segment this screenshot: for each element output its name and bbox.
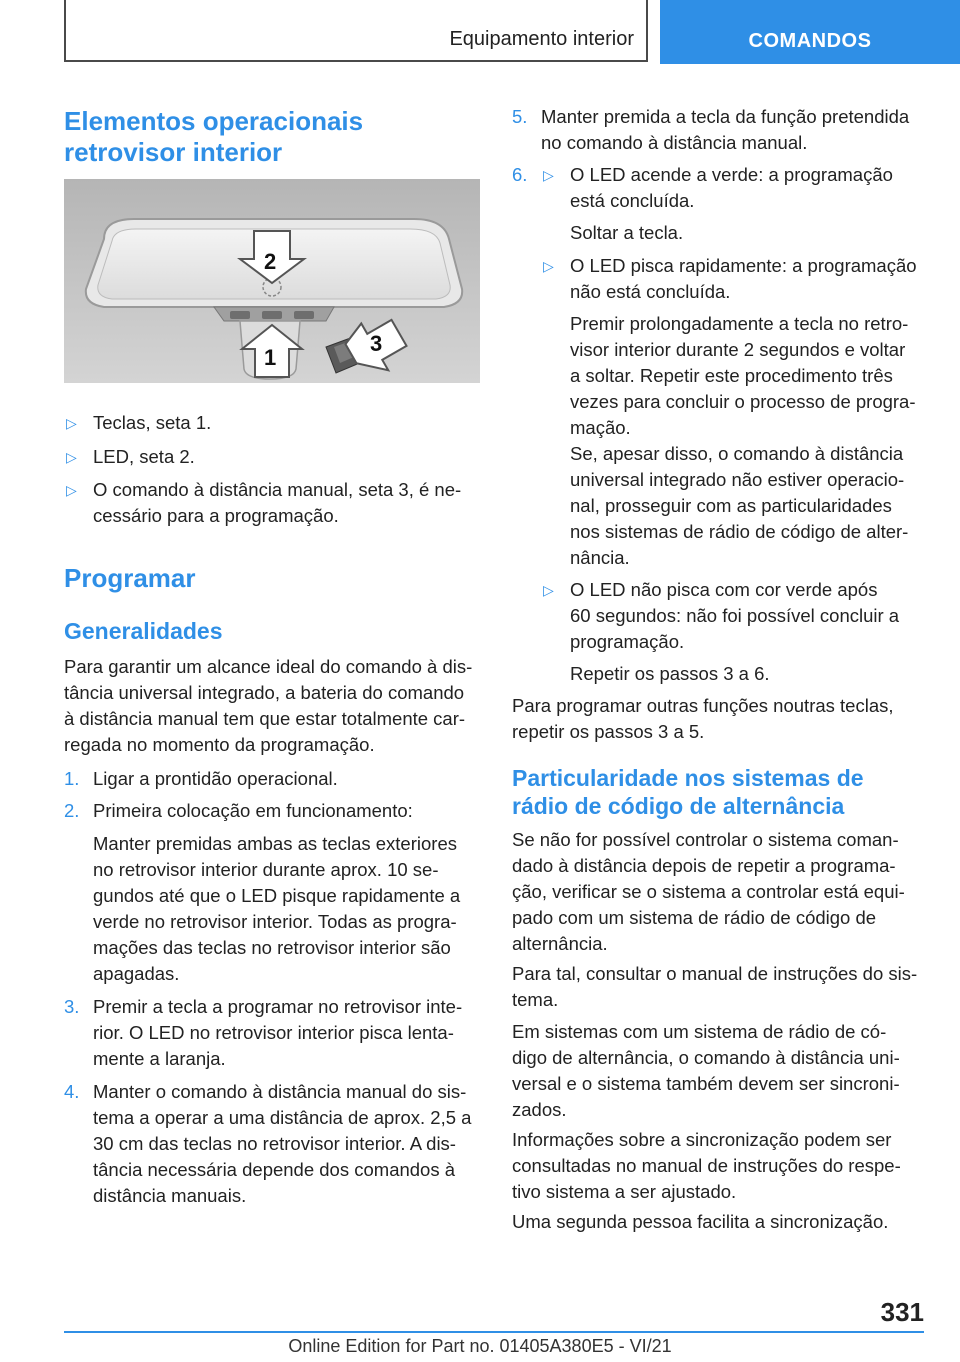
step-text: vezes para concluir o processo de progra- <box>570 391 916 412</box>
bullet-text: Teclas, seta 1. <box>93 412 212 433</box>
step-text: no retrovisor interior durante aprox. 10 se- <box>93 859 439 880</box>
section-title-line: retrovisor interior <box>64 137 283 167</box>
step-text: gundos até que o LED pisque rapidamente a <box>93 885 461 906</box>
header-chapter-box <box>660 0 960 64</box>
header-section-title: Equipamento interior <box>449 28 634 50</box>
step-text: Ligar a prontidão operacional. <box>93 768 338 789</box>
step-text: tância necessária depende dos comandos à <box>93 1159 456 1180</box>
body-text: alternância. <box>512 933 608 954</box>
step-text: tema a operar a uma distância de aprox. 2,5 a <box>93 1107 472 1128</box>
bullet-arrow-icon: ▷ <box>66 482 77 498</box>
bullet-arrow-icon: ▷ <box>66 449 77 465</box>
body-text: tema. <box>512 989 559 1010</box>
step-text: mações das teclas no retrovisor interior são <box>93 937 451 958</box>
step-text: 30 cm das teclas no retrovisor interior. A dis- <box>93 1133 456 1154</box>
step-text: verde no retrovisor interior. Todas as progra- <box>93 911 457 932</box>
figure-label-2: 2 <box>264 249 277 274</box>
step-text: mação. <box>570 417 631 438</box>
body-text: ção, verificar se o sistema a controlar está equi- <box>512 881 905 902</box>
header-section-box <box>64 0 648 62</box>
body-text: Para programar outras funções noutras teclas, <box>512 695 894 716</box>
step-text: não está concluída. <box>570 281 731 302</box>
step-text: a soltar. Repetir este procedimento três <box>570 365 893 386</box>
bullet-arrow-icon: ▷ <box>543 167 554 183</box>
body-text: zados. <box>512 1099 567 1120</box>
step-text: mente a laranja. <box>93 1048 226 1069</box>
body-text: Para tal, consultar o manual de instruções do sis- <box>512 963 918 984</box>
generalidades-line: Para garantir um alcance ideal do comando à dis- <box>64 656 473 677</box>
step-text: 60 segundos: não foi possível concluir a <box>570 605 900 626</box>
body-text: versal e o sistema também devem ser sincroni- <box>512 1073 900 1094</box>
heading-line: Particularidade nos sistemas de <box>512 765 864 791</box>
body-text: Informações sobre a sincronização podem ser <box>512 1129 892 1150</box>
programar-heading: Programar <box>64 563 196 593</box>
footer-rule <box>64 1331 924 1333</box>
body-text: dado à distância depois de repetir a programa- <box>512 855 896 876</box>
step-text: O LED acende a verde: a programação <box>570 164 893 185</box>
step-number: 2. <box>64 800 80 821</box>
bullet-text: LED, seta 2. <box>93 446 195 467</box>
step-text: Repetir os passos 3 a 6. <box>570 663 770 684</box>
step-text: rior. O LED no retrovisor interior pisca lenta- <box>93 1022 454 1043</box>
bullet-arrow-icon: ▷ <box>543 582 554 598</box>
bullet-text: O comando à distância manual, seta 3, é ne- <box>93 479 462 500</box>
bullet-text: cessário para a programação. <box>93 505 339 526</box>
step-text: nal, prosseguir com as particularidades <box>570 495 892 516</box>
particularidade-heading <box>512 764 864 820</box>
body-text: digo de alternância, o comando à distância uni- <box>512 1047 900 1068</box>
step-text: Manter premidas ambas as teclas exteriores <box>93 833 457 854</box>
generalidades-line: à distância manual tem que estar totalmente car- <box>64 708 466 729</box>
body-text: repetir os passos 3 a 5. <box>512 721 705 742</box>
step-text: Premir a tecla a programar no retrovisor inte- <box>93 996 463 1017</box>
step-text: distância manuais. <box>93 1185 247 1206</box>
generalidades-line: tância universal integrado, a bateria do comando <box>64 682 465 703</box>
section-title <box>64 106 363 168</box>
body-text: Em sistemas com um sistema de rádio de có- <box>512 1021 887 1042</box>
body-text: Uma segunda pessoa facilita a sincronização. <box>512 1211 889 1232</box>
heading-line: rádio de código de alternância <box>512 793 845 819</box>
figure-label-1: 1 <box>264 345 277 370</box>
body-text: consultadas no manual de instruções do respe- <box>512 1155 901 1176</box>
step-number: 5. <box>512 106 528 127</box>
step-number: 6. <box>512 164 528 185</box>
footer-edition: Online Edition for Part no. 01405A380E5 - VI/21 <box>288 1336 672 1356</box>
step-text: apagadas. <box>93 963 180 984</box>
figure-label-3: 3 <box>370 331 383 356</box>
step-text: O LED não pisca com cor verde após <box>570 579 878 600</box>
step-text: visor interior durante 2 segundos e voltar <box>570 339 906 360</box>
step-number: 3. <box>64 996 80 1017</box>
step-text: Soltar a tecla. <box>570 222 684 243</box>
step-text: está concluída. <box>570 190 695 211</box>
bullet-arrow-icon: ▷ <box>66 415 77 431</box>
header-chapter-title: COMANDOS <box>748 30 872 52</box>
step-text: Primeira colocação em funcionamento: <box>93 800 413 821</box>
generalidades-line: regada no momento da programação. <box>64 734 375 755</box>
step-text: universal integrado não estiver operacio- <box>570 469 905 490</box>
body-text: pado com um sistema de rádio de código de <box>512 907 877 928</box>
bullet-arrow-icon: ▷ <box>543 258 554 274</box>
mirror-illustration <box>64 179 480 383</box>
step-text: programação. <box>570 631 685 652</box>
step-text: Premir prolongadamente a tecla no retro- <box>570 313 909 334</box>
mirror-figure <box>64 179 480 383</box>
step-number: 4. <box>64 1081 80 1102</box>
section-title-line: Elementos operacionais <box>64 106 364 136</box>
step-text: no comando à distância manual. <box>541 132 808 153</box>
page-number: 331 <box>880 1297 924 1327</box>
step-text: O LED pisca rapidamente: a programação <box>570 255 917 276</box>
step-number: 1. <box>64 768 80 789</box>
step-text: Manter premida a tecla da função pretendida <box>541 106 910 127</box>
step-text: nos sistemas de rádio de código de alter- <box>570 521 909 542</box>
body-text: tivo sistema a ser ajustado. <box>512 1181 737 1202</box>
step-text: Manter o comando à distância manual do sis- <box>93 1081 467 1102</box>
step-text: Se, apesar disso, o comando à distância <box>570 443 904 464</box>
generalidades-heading: Generalidades <box>64 618 223 644</box>
body-text: Se não for possível controlar o sistema coman- <box>512 829 899 850</box>
step-text: nância. <box>570 547 630 568</box>
